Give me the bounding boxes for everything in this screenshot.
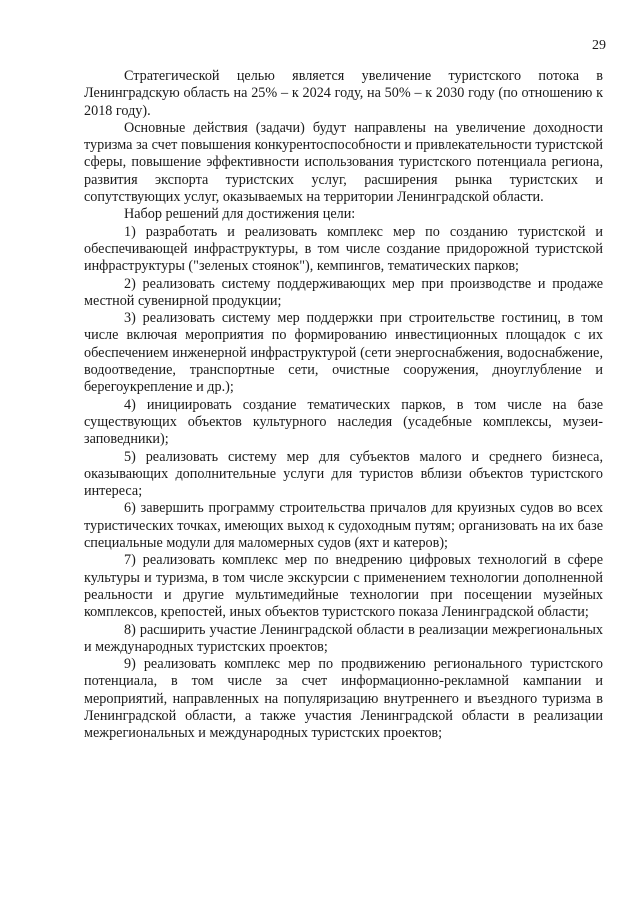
list-item-6: 6) завершить программу строительства причалов для круизных судов во всех туристических точках, имеющих выход к судоходным путям; организовать на их базе специальные модули для маломерных судов (яхт и катеров); [84,500,603,552]
list-item-9: 9) реализовать комплекс мер по продвижению регионального туристского потенциала, в том числе за счет информационно-рекламной кампании и мероприятий, направленных на популяризацию внутреннего и въездного туризма в Ленинградской области, а также участия Ленинградской области в реализации межрегиональных и международных туристских проектов; [84,656,603,742]
list-item-7: 7) реализовать комплекс мер по внедрению цифровых технологий в сфере культуры и туризма, в том числе экскурсии с применением технологии дополненной реальности и другие мультимедийные технологии при посещении музейных комплексов, крепостей, иных объектов туристского показа Ленинградской области; [84,552,603,621]
paragraph-main-tasks: Основные действия (задачи) будут направлены на увеличение доходности туризма за счет повышения конкурентоспособности и привлекательности туристской сферы, повышение эффективности использования туристского потенциала региона, развития экспорта туристских услуг, расширения рынка туристских и сопутствующих услуг, оказываемых на территории Ленинградской области. [84,119,603,206]
page-number: 29 [592,38,606,53]
paragraph-strategic-goal: Стратегической целью является увеличение туристского потока в Ленинградскую область на 25% – к 2024 году, на 50% – к 2030 году (по отношению к 2018 году). [84,68,603,119]
list-item-1: 1) разработать и реализовать комплекс мер по созданию туристской и обеспечивающей инфраструктуры, в том числе создание придорожной туристской инфраструктуры ("зеленых стоянок"), кемпингов, тематических парков; [84,223,603,275]
paragraph-solutions-intro: Набор решений для достижения цели: [124,206,356,223]
list-item-3: 3) реализовать систему мер поддержки при строительстве гостиниц, в том числе включая мероприятия по формированию инвестиционных площадок с их обеспечением инженерной инфраструктурой (сети энергоснабжения, водоснабжение, водоотведение, транспортные сети, очистные сооружения, дноуглубление и берегоукрепление и др.); [84,310,603,396]
list-item-2: 2) реализовать систему поддерживающих мер при производстве и продаже местной сувенирной продукции; [84,275,603,309]
body-text [84,68,603,743]
list-item-4: 4) инициировать создание тематических парков, в том числе на базе существующих объектов культурного наследия (усадебные комплексы, музеи-заповедники); [84,396,603,448]
list-item-5: 5) реализовать систему мер для субъектов малого и среднего бизнеса, оказывающих дополнительные услуги для туристов вблизи объектов туристского интереса; [84,448,603,500]
list-item-8: 8) расширить участие Ленинградской области в реализации межрегиональных и международных туристских проектов; [84,621,603,655]
